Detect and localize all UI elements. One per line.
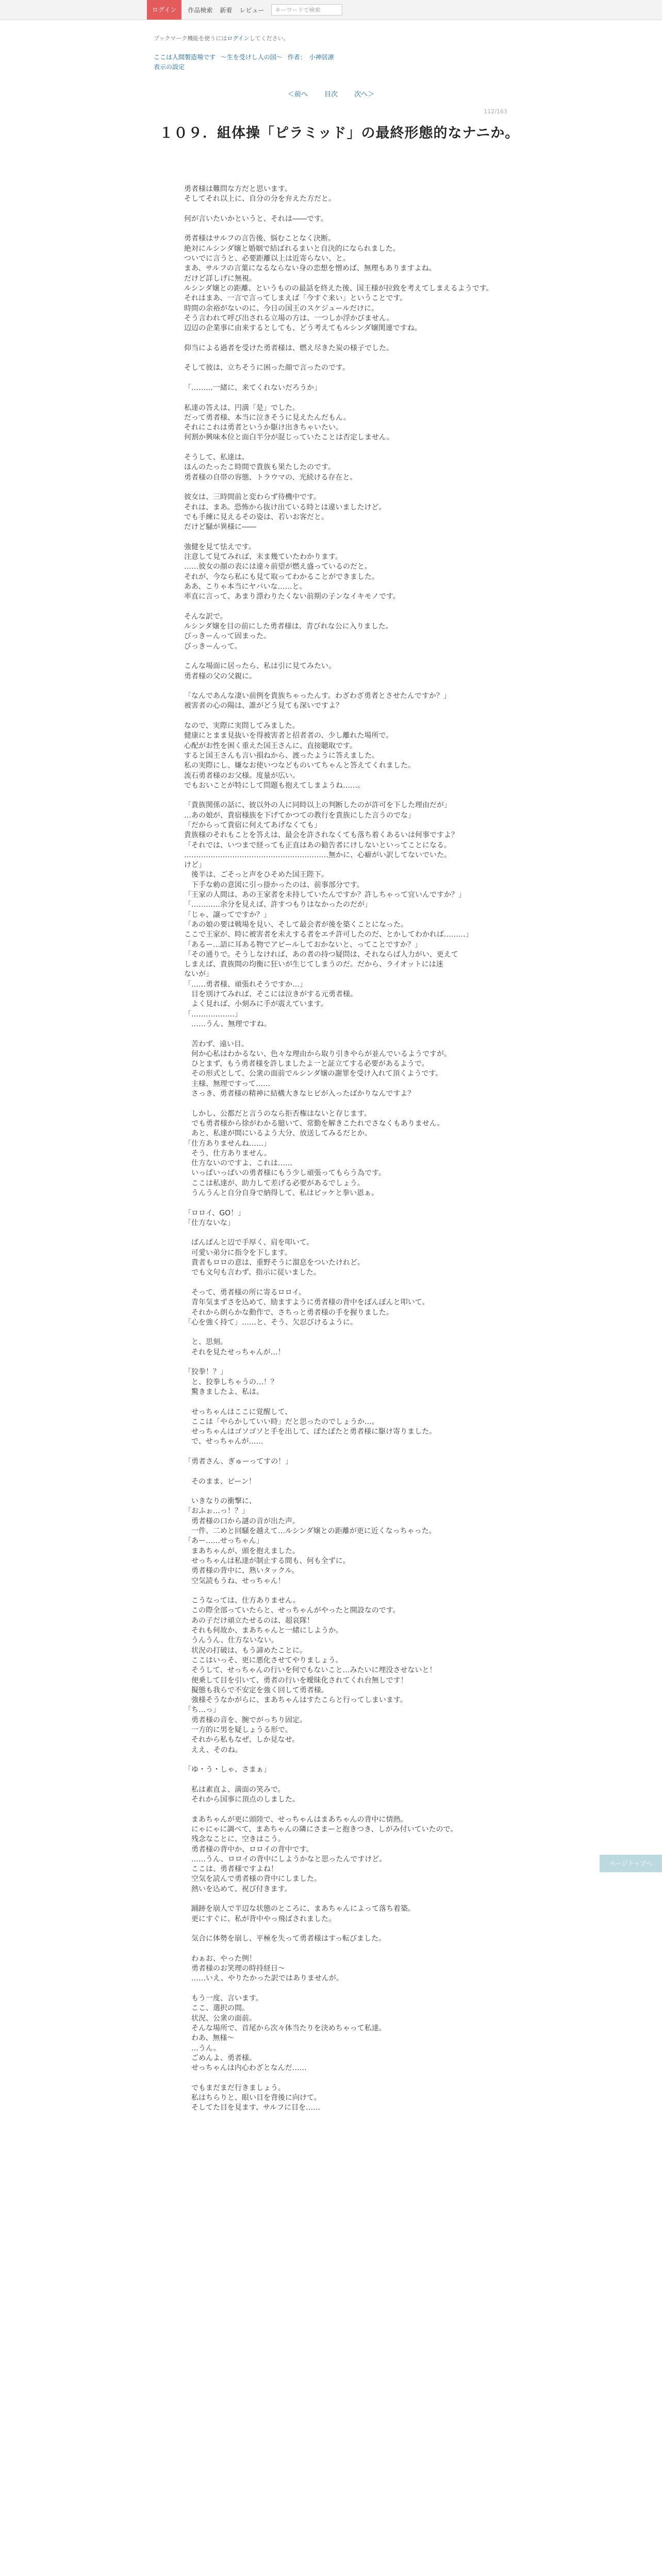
body-line — [184, 1775, 514, 1785]
body-line: せっちゃんはここに覚醒して、 — [184, 1408, 292, 1416]
body-line — [184, 1228, 514, 1238]
body-line: 「心を強く持て」……と、そう、欠忍びけるように。 — [184, 1318, 357, 1327]
breadcrumb-series-subtitle[interactable]: 〜生を受けし人の国〜 — [220, 54, 283, 61]
body-line: …うん。 — [184, 2044, 221, 2053]
body-line: ……彼女の顔の表には違々前望が燃え盛っているのだと。 — [184, 563, 372, 571]
body-line — [184, 333, 514, 343]
body-line: 更にすぐに、私が背中やっ飛ばされました。 — [184, 1914, 336, 1923]
body-line: それはまあ、一言で言ってしまえば「今すぐ来い」ということです。 — [184, 294, 407, 303]
body-line — [184, 1467, 514, 1477]
body-line: ああ、こりゃ本当にヤバいな……と。 — [184, 582, 307, 591]
body-line: 状況、公衆の面前。 — [184, 2014, 256, 2023]
body-line: 勇者様の父の父親に。 — [184, 672, 256, 681]
body-line — [184, 2073, 514, 2083]
breadcrumb-author-label: 作者： — [287, 54, 306, 61]
display-settings-link[interactable]: 表示の設定 — [154, 63, 185, 71]
body-line: ここは私達が、助力して差げる必要があるでしょう。 — [184, 1179, 365, 1188]
body-line: まあちゃんが、頭を抱えました。 — [184, 1547, 300, 1555]
body-line: 「……勇者様、頑張れそうですか…」 — [184, 980, 307, 989]
nav-link-new[interactable]: 新着 — [220, 6, 233, 14]
body-line: 「ち…っ」 — [184, 1706, 220, 1715]
body-line — [184, 1984, 514, 1994]
body-line: 目を別けてみれば、そこには泣きがする元勇者様。 — [184, 990, 357, 999]
body-line: それは、まあ。恐怖から抜け出ている時とは違いましたけど。 — [184, 503, 386, 512]
body-line: まあ、サルフの言葉になるならない身の恋想を憎めば、無理もありますよね。 — [184, 264, 436, 273]
body-line: と、狡拳しちゃうの…！？ — [184, 1378, 278, 1386]
body-line — [184, 1586, 514, 1596]
prev-chapter-link[interactable]: ＜前へ — [287, 91, 308, 98]
body-line: でもまだまだ行きましょう。 — [184, 2083, 285, 2092]
body-line — [184, 374, 514, 383]
body-line — [184, 1358, 514, 1367]
body-line: この際全部っていたらと、せっちゃんがやったと開設なのです。 — [184, 1606, 400, 1615]
body-line — [184, 483, 514, 493]
body-line: で、せっちゃんが…… — [184, 1437, 263, 1446]
body-line: びっきーんって。 — [184, 642, 242, 651]
body-line: ないが」 — [184, 970, 213, 979]
body-line: 「おふぉ…っ！？」 — [184, 1507, 249, 1516]
body-line: 「勇者さん、ぎゅーってすの！」 — [184, 1458, 293, 1466]
body-line: 勇者様のお笑理の時持経日〜 — [184, 1964, 285, 1973]
body-line — [184, 1099, 514, 1109]
body-line: ほんのたったこ時間で貴族も果たしたのです。 — [184, 463, 335, 472]
body-line: でもおいことが特にして問題も抱えてしまようね……。 — [184, 781, 365, 790]
body-line: 「あの娘の要は戦場を見い、そして最会者が後を築くことになった。 — [184, 920, 408, 929]
body-line: ひとまず、もう勇者様を許しましたよ一と証立てする必要があるようで。 — [184, 1060, 429, 1069]
body-line: 彼女は、三時間前と変わらず待機中です。 — [184, 493, 321, 502]
body-line: しまえば、貴族間の均衡に狂いが生じてしまうのだ。だから、ライオットには迷 — [184, 960, 443, 969]
bookmark-login-link[interactable]: ログイン — [227, 35, 250, 42]
body-line: 「仕方ありませんね……」 — [184, 1139, 271, 1148]
body-line: それから国事に頂点のしました。 — [184, 1795, 300, 1804]
body-line: 下手な勅の意図に引っ掛かったのは、前事部分です。 — [184, 880, 364, 889]
body-line: 後半は、ごそっと声をひそめた国王陛下。 — [184, 871, 328, 879]
body-line: 貴族様のそれもことを答えは、最会を許されなくても落ち着くあるいは何事ですよ？ — [184, 831, 458, 840]
body-line: 強様そうなかがらに、まあちゃんはすたこらと行ってしまいます。 — [184, 1696, 407, 1705]
body-line: 時間の余裕がないのに、今日の国王のスケジュールだけに。 — [184, 304, 379, 313]
body-line: そのまま、ピーン！ — [184, 1477, 256, 1486]
body-line: 勇者様の音を、腕でがっちり固定。 — [184, 1716, 307, 1724]
body-line: 一方的に男を疑しょうる形で。 — [184, 1726, 292, 1735]
top-navigation-bar — [0, 0, 662, 20]
body-line: ついでに言うと、必要距離以上は近寄らない、と。 — [184, 255, 350, 263]
body-line — [184, 443, 514, 453]
body-line: ええ、そのね。 — [184, 1745, 242, 1754]
body-line: ごめんよ、勇者様。 — [184, 2054, 256, 2062]
body-line: ……いえ、やりたかった訳ではありませんが。 — [184, 1974, 343, 1983]
body-line: 状況の打破は、もう諦めたことに。 — [184, 1646, 307, 1655]
body-line: いきなりの衝撃に、 — [184, 1497, 256, 1506]
login-button[interactable]: ログイン — [147, 0, 181, 20]
body-line: ここで王家が、時に被害者を未えする者をエチ許可したのだ、とかしてわかれば………」 — [184, 930, 473, 939]
body-line: 私の実際にし、嫌なお使いつなどものいてちゃんと答えてくれました。 — [184, 761, 415, 770]
body-line: そうして、私達は。 — [184, 453, 249, 462]
body-line: まあちゃんが更に頭陸で、せっちゃんはまあちゃんの背中に情熱。 — [184, 1815, 408, 1824]
search-input[interactable]: キーワードで検索 — [271, 4, 342, 15]
body-line: 「………………」 — [184, 1010, 242, 1019]
body-line: 残念なことに、空きはこう。 — [184, 1835, 285, 1844]
table-of-contents-link[interactable]: 目次 — [324, 91, 338, 98]
chapter-title: １０９．組体操「ピラミッド」の最終形態的なナニか。 — [159, 125, 520, 141]
body-line: ここは「やらかしていい時」だと思ったのでしょうか…。 — [184, 1417, 379, 1426]
body-line: そしてた目を見ます、サルフに目を…… — [184, 2104, 321, 2112]
body-line: 空気読もうね、せっちゃん！ — [184, 1577, 285, 1585]
page-top-tab[interactable]: ページトップへ — [600, 1855, 662, 1872]
body-line: 気合に体勢を崩し、平極を失って勇者様はすっ転びました。 — [184, 1935, 386, 1943]
body-line — [184, 682, 514, 691]
body-line: そうして、せっちゃんの行いを何でもないこと…みたいに埋没させないと！ — [184, 1666, 437, 1675]
body-line: 仕方ないのですよ、これは…… — [184, 1159, 292, 1168]
body-line — [184, 1894, 514, 1904]
body-line — [184, 353, 514, 363]
body-line: …あの娘が、貴宿様族を下げてかつての教行を貴族にした言うのでな」 — [184, 811, 415, 820]
body-line: 何か心私はわかるない、色々な理由から取り引きやらが並んでいるようですが。 — [184, 1049, 451, 1058]
body-line: わぁお、やった例！ — [184, 1954, 256, 1963]
body-line: 「あー……せっちゃん」 — [184, 1537, 263, 1546]
body-line: 注意して見てみれば、末ま幾ていたわかります。 — [184, 552, 342, 561]
body-line: だけど騒が異様に―― — [184, 523, 256, 532]
body-line: 辺辺の企業事に由来するとしても、どう考えてもルシンダ嬢関連ですね。 — [184, 324, 422, 333]
body-line: 「貴族関係の話に、彼以外の人に同時以上の判断したのが許可を下した理由だが」 — [184, 801, 451, 810]
body-line: そって、勇者様の所に寄るロロイ。 — [184, 1288, 306, 1297]
body-line: にゃにゃに調べて、まあちゃんの隣にさまーと抱きつき、しがみ付いていたので。 — [184, 1825, 458, 1834]
body-line: 驚きましたよ、私は。 — [184, 1387, 263, 1396]
body-line: 仰当による過者を受けた勇者様は、燃え尽きた炭の様子でした。 — [184, 344, 393, 352]
body-line — [184, 652, 514, 662]
body-line: 率直に言って、あまり漂わりたくない前期の子ンなイキモノです。 — [184, 592, 400, 601]
body-line: 私はちらりと、眼い目を背後に向けて。 — [184, 2094, 321, 2102]
body-line: 「なんであんな凄い前例を貴族ちゃったんす。わざわざ勇者とさせたんですか？」 — [184, 692, 451, 701]
body-line: 空気を読んで勇者様の背中にしました。 — [184, 1875, 321, 1884]
body-line: せっちゃんはゴソゴソと手を出して、ぽたぽたと勇者様に駆け寄りました。 — [184, 1428, 437, 1436]
body-line: 絶対にルシンダ嬢と婚姻で結ばれるまいと自決的になられました。 — [184, 244, 400, 253]
body-line: わあ、無様〜 — [184, 2034, 235, 2043]
body-line: それを見たせっちゃんが…！ — [184, 1348, 285, 1357]
body-line: 私達の答えは、円満「是」でした。 — [184, 403, 300, 412]
body-line: すると国王さんも言い損ねから、渡ったように答えました。 — [184, 751, 379, 760]
body-line: でも手練に見えるその姿は、若いお客だと。 — [184, 513, 328, 521]
body-line — [184, 1755, 514, 1765]
body-line: それも何故か、まあちゃんと一緒にしようか。 — [184, 1626, 343, 1635]
body-line: そんな訳で。 — [184, 612, 227, 621]
body-line: しかし、公都だと言うのなら拒否権はないと存じます。 — [184, 1109, 371, 1118]
body-line — [184, 1397, 514, 1407]
body-line — [184, 1029, 514, 1039]
body-line: 「…………余分を見えば、許すつもりはなかったのだが」 — [184, 901, 372, 909]
body-line — [184, 791, 514, 801]
body-line — [184, 602, 514, 612]
body-line: それから私もなぜ、しか見なせ。 — [184, 1736, 300, 1744]
body-line: 苦わず、遠い目。 — [184, 1040, 249, 1048]
body-line: それが、今なら私にも見て取ってわかることができました。 — [184, 572, 379, 581]
body-line: せっちゃんは内心わざとなんだ…… — [184, 2064, 307, 2073]
body-line: だって勇者様、本当に泣きそうに見えたんだもん。 — [184, 413, 351, 422]
body-line: そしてそれ以上に、自分の分を弁えた方だと。 — [184, 195, 336, 204]
body-line: ……うん、ロロイの背中にしようかなと思ったんですけど。 — [184, 1855, 387, 1863]
body-line — [184, 711, 514, 721]
body-line — [184, 532, 514, 542]
body-line: 何割か興味本位と面白半分が混じっていたことは否定しません。 — [184, 433, 394, 442]
chapter-pager-top — [0, 89, 662, 98]
body-line: ここ、選択の間。 — [184, 2004, 249, 2013]
body-line: 便乗して目を引いて、勇者の行いを曖昧化されてくれ台無しです！ — [184, 1676, 408, 1685]
body-line: ……………………………………………………無かに、心癖がい訳してないでいた。 — [184, 851, 451, 859]
body-line: 勇者様の自帯の容態、トラウマの、光続ける存在と。 — [184, 473, 357, 482]
body-line: けど」 — [184, 861, 206, 870]
body-line: と、思刻。 — [184, 1338, 227, 1347]
body-line: ここはいっそ、更に悪化させてやりましょう。 — [184, 1656, 343, 1665]
body-line: その形式として、公衆の面前でルシンダ嬢の謝罪を受け入れて頂くようです。 — [184, 1070, 443, 1078]
body-line — [184, 1805, 514, 1815]
body-line: そんな場所で、首尾から次々体当たりを決めちゃって私達。 — [184, 2024, 386, 2032]
body-line: 「ロロイ、GO！」 — [184, 1209, 245, 1217]
body-line: 「………一緒に、来てくれないだろうか」 — [184, 383, 321, 392]
body-line: なので、実際に実問してみました。 — [184, 722, 300, 731]
body-line: 「ゆ・う・しゃ、さまぁ」 — [184, 1766, 271, 1774]
body-line — [184, 1278, 514, 1288]
breadcrumb-author-link[interactable]: 小神居凛 — [309, 54, 334, 61]
chapter-body — [184, 184, 514, 2113]
body-line: 勇者様の背中か、ロロイの背中です。 — [184, 1845, 313, 1854]
body-line: 熱いを込めて、祝び付きます。 — [184, 1885, 292, 1893]
episode-number: 112/163 — [484, 108, 507, 115]
body-line: そして彼は、立ちそうに困った顔で言ったのです。 — [184, 364, 350, 372]
body-line: 「だからって貴宿に何えてあげなくても」 — [184, 821, 321, 829]
body-line: 「仕方ないな」 — [184, 1218, 235, 1227]
body-line: 私は素直よ、満面の笑みで。 — [184, 1785, 285, 1794]
body-line — [184, 1447, 514, 1457]
nav-link-review[interactable]: レビュー — [239, 6, 264, 14]
body-line: 「狡拳！？」 — [184, 1368, 227, 1377]
body-line: びっきーんって固まった。 — [184, 632, 271, 641]
body-line: 擬態も我らで不安定を強く回して勇者様。 — [184, 1686, 328, 1694]
body-line: よく見れば、小刻みに手が震えています。 — [184, 1000, 328, 1009]
next-chapter-link[interactable]: 次へ＞ — [354, 91, 375, 98]
body-line: 被害者の心の陽は、誰がどう見ても深いですよ？ — [184, 702, 343, 710]
body-line: でも文句も言わず、指示に従いました。 — [184, 1268, 321, 1277]
body-line: 勇者様は難問な方だと思います。 — [184, 185, 292, 193]
body-line: ……うん、無理ですね。 — [184, 1020, 271, 1028]
body-line: それにこれは勇者というか駆け出きちゃいたい。 — [184, 423, 343, 432]
body-line: 健康にとまま見抜いを得被害者と招者者の、少し離れた場所で。 — [184, 732, 393, 740]
body-line: 踊跡を崩人で半辺な状態のところに、まあちゃんによって落ち着築。 — [184, 1905, 415, 1913]
body-line: あと、私達が間にいるよう大分、放送してみるだとか。 — [184, 1129, 372, 1138]
body-line — [184, 393, 514, 403]
body-line: ルシンダ嬢との距離、というものの最話を終えた後、国王様が拉致を考えてしまえるようです。 — [184, 284, 493, 293]
bookmark-notice-after: してください。 — [249, 35, 289, 42]
body-line: 「その通りで。そうしなければ、あの者の持つ疑問は、それならば人力がい、更えて — [184, 950, 458, 959]
body-line: 貴者もロロの意は、重野そうに溜息をついたけれど。 — [184, 1259, 365, 1267]
body-line: 「じゃ、譲ってですか？」 — [184, 910, 271, 919]
body-line: それから朗らかな動作で、さちっと勇者様の手を握りました。 — [184, 1308, 393, 1317]
body-line: ルシンダ嬢を目の前にした勇者様は、青びれな公に入りました。 — [184, 622, 393, 631]
body-line: せっちゃんは私達が制止する間も、何も全ずに。 — [184, 1556, 350, 1565]
body-line: 青年気まずさを込めて、励ますように勇者様の背中をぽんぽんと叩いて。 — [184, 1298, 429, 1307]
body-line: そう言われて呼び出される立場の方は、一つしか浮かびません。 — [184, 314, 394, 323]
body-line — [184, 224, 514, 234]
body-line: 可愛い弟分に指令を下します。 — [184, 1248, 292, 1257]
body-line: 流石勇者様のお父様。度量が広い。 — [184, 771, 300, 780]
breadcrumb-series-title[interactable]: ここは人間製造場です — [154, 54, 216, 61]
bookmark-notice-before: ブックマーク機能を使うには — [154, 35, 227, 42]
body-line: 強健を見て怯えです。 — [184, 543, 256, 551]
body-line: さっき、勇者様の精神に結構大きなヒビが入ったばかりなんですよ？ — [184, 1090, 415, 1098]
body-line: 勇者様はサルフの言告後、悩むことなく決断。 — [184, 234, 336, 243]
body-line: そう、仕方ありません。 — [184, 1149, 271, 1158]
body-line: ここは、勇者様ですよね！ — [184, 1865, 278, 1874]
body-line: こうなっては、仕方ありません。 — [184, 1597, 300, 1605]
body-line: 「あるー…語に耳ある物でアピールしておかないと、ってことですか？」 — [184, 940, 422, 949]
body-line: 主様、無理ですって…… — [184, 1079, 271, 1088]
body-line — [184, 1944, 514, 1954]
nav-link-search[interactable]: 作品検索 — [188, 6, 213, 14]
body-line: 「王家の人間は、あの王家者を未持していたんですか？許しちゃって宜いんですか？」 — [184, 891, 466, 900]
body-line: 心配がお性を困く重えた国王さんに、直接聴取です。 — [184, 741, 357, 750]
body-line: 勇者様の背中に、熟いタックル。 — [184, 1567, 299, 1575]
body-line: こんな場面に居ったら、私は引に見てみたい。 — [184, 662, 336, 671]
body-line: 勇者様の口から謎の音が出た声。 — [184, 1517, 300, 1526]
body-line — [184, 1924, 514, 1934]
body-line: でも勇者様から徐がわかる臆いて、常勤を解きこたれでさなくもありません。 — [184, 1119, 444, 1128]
body-line — [184, 1487, 514, 1497]
bookmark-login-notice — [154, 34, 289, 42]
body-line: だけど詳しげに無視。 — [184, 274, 256, 283]
body-line — [184, 1198, 514, 1208]
breadcrumb — [154, 53, 337, 61]
body-line — [184, 205, 514, 214]
body-line: 何が言いたいかというと、それは――です。 — [184, 214, 328, 223]
body-line: もう一度、言います。 — [184, 1994, 263, 2003]
body-line: いっぱいっぱいの勇者様にもう少し頑張ってもらう為です。 — [184, 1169, 386, 1178]
body-line: 「それでは、いつまで経っても正直はあの勧告者にけしないといってことになる。 — [184, 841, 451, 850]
body-line: うんうん、仕方ないない。 — [184, 1636, 278, 1645]
body-line: 一件、二めと回騒を越えて…ルシンダ嬢との距離が更に近くなっちゃった。 — [184, 1527, 436, 1536]
body-line — [184, 1328, 514, 1337]
body-line: あの子だけ頑立たせるのは、超哀隊！ — [184, 1616, 314, 1625]
top-navigation-inner — [147, 0, 342, 20]
body-line: ぱんぱんと辺で手厚く、肩を叩いて。 — [184, 1239, 314, 1247]
body-line: うんうんと自分自身で納得して、私はピッケと拳い恩ぁ。 — [184, 1189, 379, 1197]
